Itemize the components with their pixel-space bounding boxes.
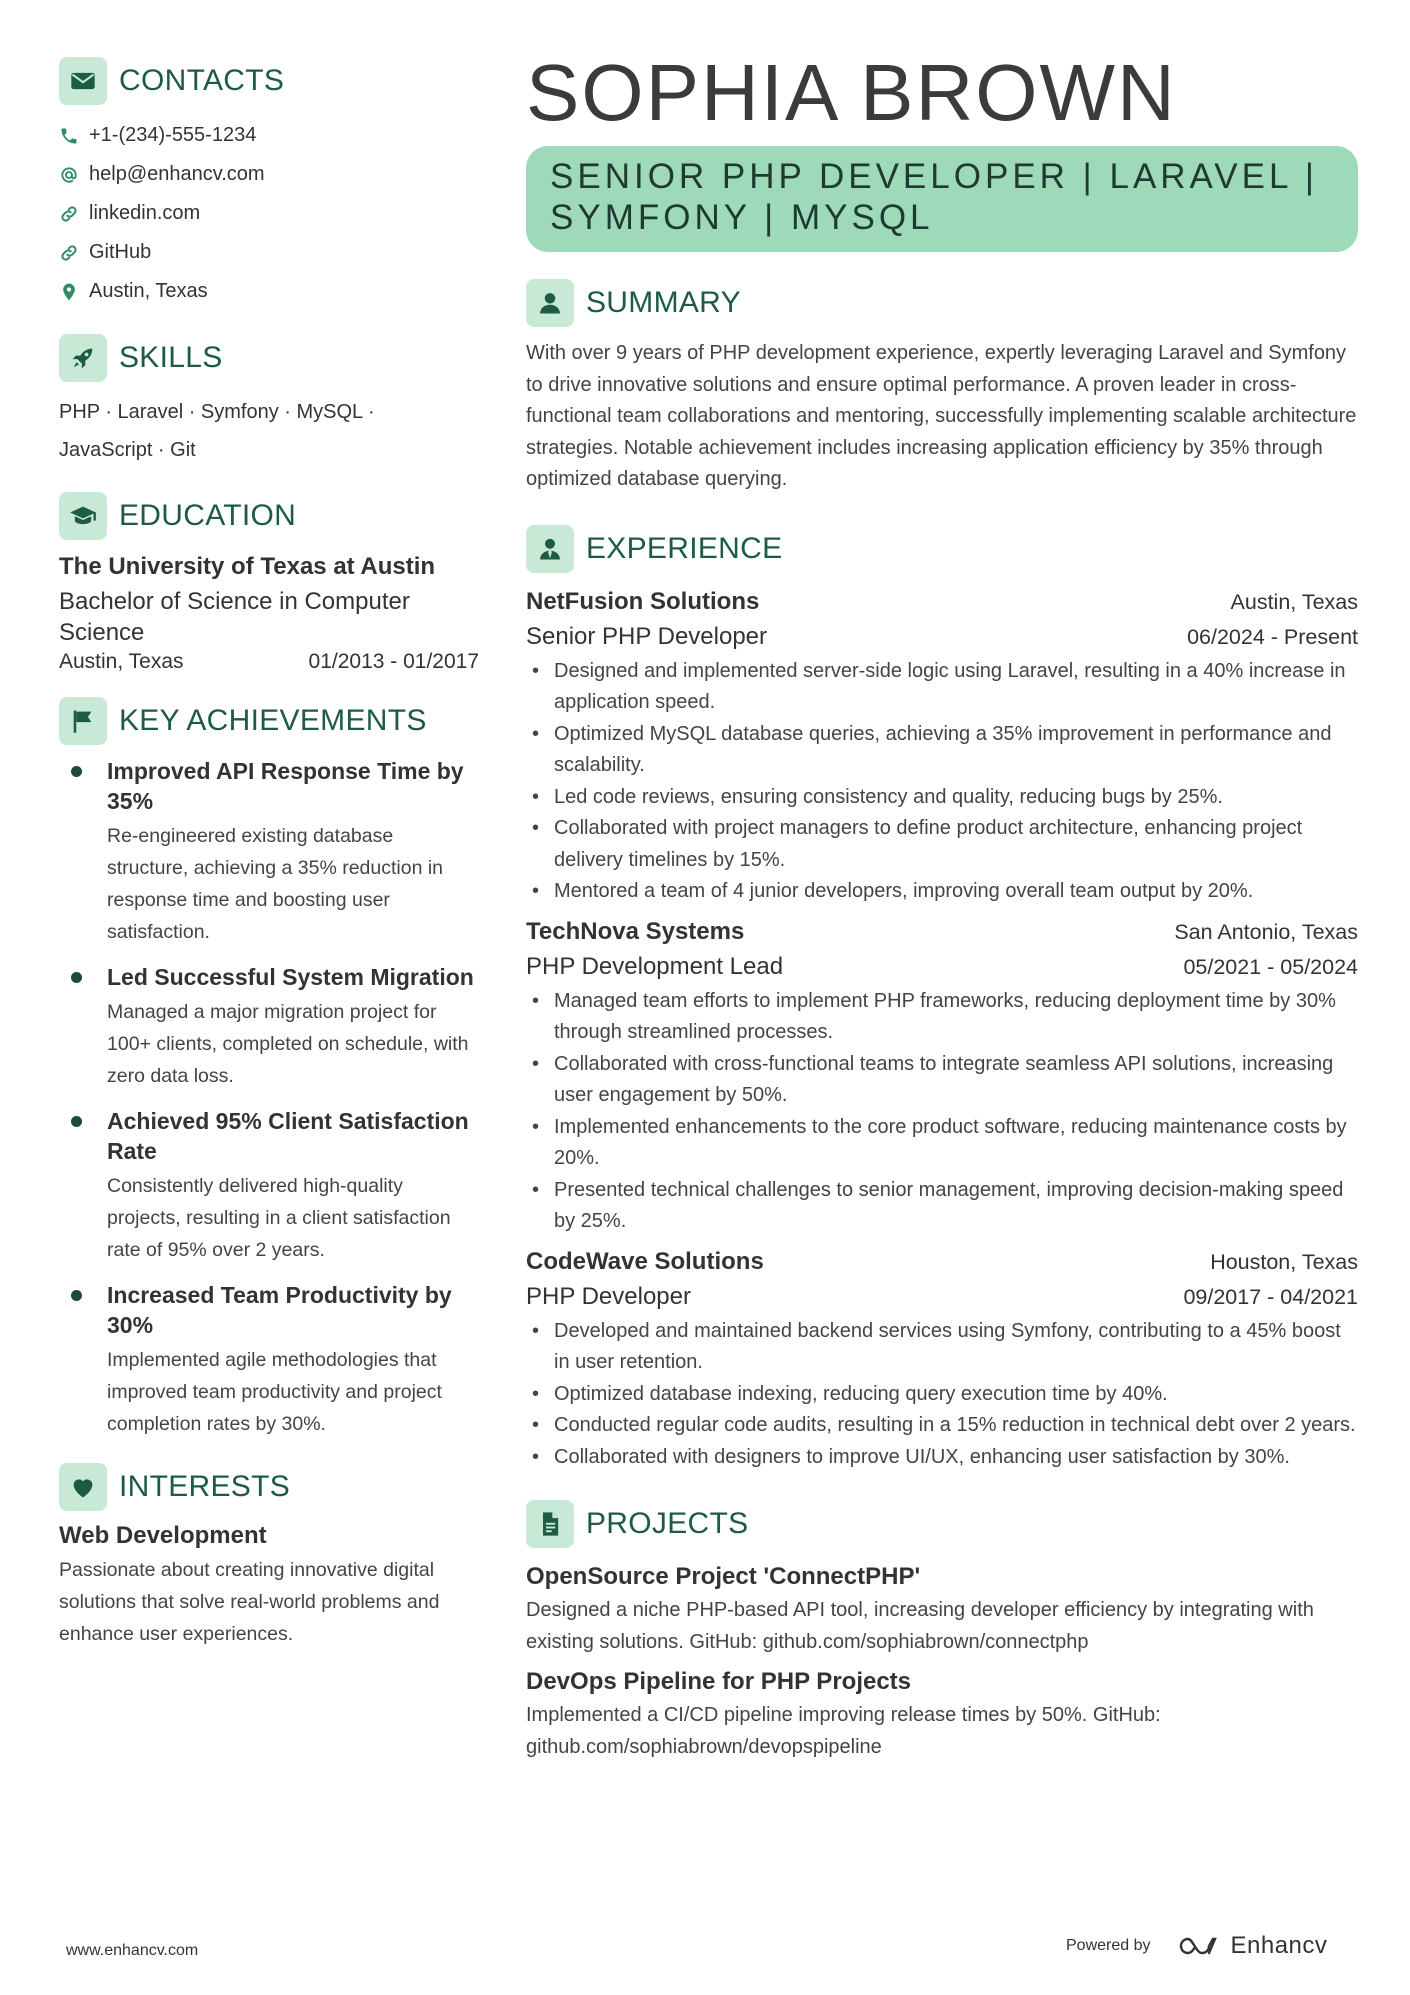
- job-location: Houston, Texas: [1210, 1249, 1358, 1274]
- at-icon: [59, 165, 89, 185]
- job-bullet: • Collaborated with cross-functional teams to integrate seamless API solutions, increasing user engagement by 50%.: [526, 1049, 1358, 1112]
- candidate-name: SOPHIA BROWN: [526, 48, 1177, 137]
- enhancv-logo-icon: [1177, 1934, 1223, 1958]
- summary-section: [526, 278, 1358, 496]
- projects-header: [526, 1499, 1358, 1549]
- skills-list: PHP · Laravel · Symfony · MySQL · JavaScript · Git: [59, 401, 375, 461]
- bullet-dot: [71, 972, 82, 983]
- bullet-dot: [71, 766, 82, 777]
- phone-icon: [59, 126, 89, 146]
- section-title: EXPERIENCE: [586, 531, 783, 565]
- job-entry: [526, 914, 1358, 1238]
- contacts-section: [59, 56, 479, 311]
- bullet-dot: [71, 1290, 82, 1301]
- project-item: [526, 1664, 1358, 1763]
- education-section: [59, 491, 479, 674]
- enhancv-brand: Enhancv: [1230, 1932, 1328, 1959]
- job-dates: 09/2017 - 04/2021: [1183, 1284, 1358, 1309]
- project-item: [526, 1559, 1358, 1658]
- education-header: [59, 491, 479, 541]
- project-desc: Implemented a CI/CD pipeline improving release times by 50%. GitHub: github.com/sophiabrown/devopspipeline: [526, 1704, 1161, 1758]
- job-bullet: • Optimized MySQL database queries, achieving a 35% improvement in performance and scalability.: [526, 719, 1358, 782]
- job-bullets: [526, 1316, 1358, 1474]
- achievement-item: [59, 1106, 479, 1266]
- contact-linkedin[interactable]: [59, 194, 479, 233]
- contact-email[interactable]: [59, 155, 479, 194]
- achievement-desc: Re-engineered existing database structure, achieving a 35% reduction in response time and boosting user satisfaction.: [107, 825, 444, 943]
- job-title: SENIOR PHP DEVELOPER | LARAVEL | SYMFONY | MYSQL: [550, 157, 1318, 237]
- right-column: [526, 48, 1358, 1763]
- job-bullet: • Developed and maintained backend services using Symfony, contributing to a 45% boost in user retention.: [526, 1316, 1358, 1379]
- user-icon: [526, 279, 574, 327]
- job-bullet: • Presented technical challenges to senior management, improving decision-making speed by 25%.: [526, 1175, 1358, 1238]
- location-pin-icon: [59, 282, 89, 302]
- job-location: San Antonio, Texas: [1174, 919, 1358, 944]
- interest-desc: Passionate about creating innovative digital solutions that solve real-world problems and enhance user experiences.: [59, 1559, 440, 1645]
- education-dates: 01/2013 - 01/2017: [308, 650, 479, 673]
- heart-icon: [59, 1463, 107, 1511]
- summary-text: With over 9 years of PHP development experience, expertly leveraging Laravel and Symfony to drive innovative solutions and ensure optimal performance. A proven leader in cross-functional team collaborations and mentoring, successfully implementing scalable architecture strategies. Notable achievement includes increasing application efficiency by 35% through optimized database querying.: [526, 342, 1357, 490]
- interests-section: [59, 1462, 479, 1650]
- achievement-title: Achieved 95% Client Satisfaction Rate: [107, 1108, 469, 1164]
- contact-text: linkedin.com: [89, 202, 201, 224]
- job-bullet: • Optimized database indexing, reducing query execution time by 40%.: [526, 1379, 1358, 1411]
- bullet-dot: [71, 1116, 82, 1127]
- footer-site-link[interactable]: www.enhancv.com: [66, 1942, 199, 1959]
- job-bullet: • Managed team efforts to implement PHP frameworks, reducing deployment time by 30% through streamlined processes.: [526, 986, 1358, 1049]
- contacts-header: [59, 56, 479, 106]
- footer-branding[interactable]: [1066, 1932, 1327, 1960]
- achievement-item: [59, 962, 479, 1092]
- section-title: SKILLS: [119, 341, 223, 374]
- document-icon: [526, 1500, 574, 1548]
- projects-section: [526, 1499, 1358, 1763]
- job-bullet: • Implemented enhancements to the core product software, reducing maintenance costs by 20%.: [526, 1112, 1358, 1175]
- skills-header: [59, 333, 479, 383]
- contact-github[interactable]: [59, 233, 479, 272]
- section-title: EDUCATION: [119, 499, 297, 532]
- experience-section: [526, 524, 1358, 1474]
- job-bullet: • Collaborated with designers to improve UI/UX, enhancing user satisfaction by 30%.: [526, 1442, 1358, 1474]
- job-company: CodeWave Solutions: [526, 1247, 764, 1275]
- job-role: PHP Development Lead: [526, 952, 784, 980]
- project-title: DevOps Pipeline for PHP Projects: [526, 1668, 912, 1695]
- experience-header: [526, 524, 1358, 574]
- project-title: OpenSource Project 'ConnectPHP': [526, 1563, 921, 1590]
- contact-text: Austin, Texas: [89, 280, 208, 302]
- job-company: NetFusion Solutions: [526, 587, 760, 615]
- achievements-section: [59, 696, 479, 1440]
- job-bullet: • Designed and implemented server-side logic using Laravel, resulting in a 40% increase in application speed.: [526, 656, 1358, 719]
- skills-section: [59, 333, 479, 469]
- interest-title: Web Development: [59, 1522, 267, 1549]
- job-entry: [526, 1244, 1358, 1474]
- section-title: CONTACTS: [119, 64, 285, 97]
- job-bullets: [526, 986, 1358, 1238]
- title-banner: [526, 146, 1358, 252]
- section-title: KEY ACHIEVEMENTS: [119, 704, 427, 737]
- job-bullet: • Collaborated with project managers to define product architecture, enhancing project delivery timelines by 15%.: [526, 813, 1358, 876]
- contact-location: [59, 272, 479, 311]
- user-tie-icon: [526, 525, 574, 573]
- achievement-title: Led Successful System Migration: [107, 964, 474, 990]
- contact-text: help@enhancv.com: [89, 163, 265, 185]
- job-entry: [526, 584, 1358, 908]
- job-dates: 05/2021 - 05/2024: [1183, 954, 1358, 979]
- education-location: Austin, Texas: [59, 650, 184, 673]
- job-bullet: • Mentored a team of 4 junior developers, improving overall team output by 20%.: [526, 876, 1358, 908]
- project-desc: Designed a niche PHP-based API tool, increasing developer efficiency by integrating with existing solutions. GitHub: github.com/sophiabrown/connectphp: [526, 1599, 1314, 1653]
- job-role: Senior PHP Developer: [526, 622, 768, 650]
- achievement-title: Increased Team Productivity by 30%: [107, 1282, 452, 1338]
- interests-header: [59, 1462, 479, 1512]
- flag-icon: [59, 697, 107, 745]
- achievement-desc: Managed a major migration project for 100+ clients, completed on schedule, with zero data loss.: [107, 1001, 469, 1087]
- achievement-title: Improved API Response Time by 35%: [107, 758, 464, 814]
- achievement-item: [59, 756, 479, 948]
- achievement-item: [59, 1280, 479, 1440]
- job-bullet: • Conducted regular code audits, resulting in a 15% reduction in technical debt over 2 years.: [526, 1410, 1358, 1442]
- job-dates: 06/2024 - Present: [1187, 624, 1358, 649]
- link-icon: [59, 204, 89, 224]
- contact-phone[interactable]: [59, 116, 479, 155]
- envelope-icon: [59, 57, 107, 105]
- contact-text: +1-(234)-555-1234: [89, 124, 257, 146]
- section-title: SUMMARY: [586, 286, 741, 319]
- job-company: TechNova Systems: [526, 917, 745, 945]
- education-school: The University of Texas at Austin: [59, 553, 436, 580]
- left-column: [59, 56, 479, 1650]
- achievement-desc: Implemented agile methodologies that improved team productivity and project completion rates by 30%.: [107, 1349, 442, 1435]
- achievements-header: [59, 696, 479, 746]
- contact-text: GitHub: [89, 241, 152, 263]
- section-title: INTERESTS: [119, 1470, 291, 1503]
- graduation-cap-icon: [59, 492, 107, 540]
- summary-header: [526, 278, 1358, 328]
- job-bullets: [526, 656, 1358, 908]
- education-meta: [59, 650, 479, 674]
- achievement-desc: Consistently delivered high-quality projects, resulting in a client satisfaction rate of 95% over 2 years.: [107, 1175, 451, 1261]
- job-location: Austin, Texas: [1230, 589, 1358, 614]
- education-degree: Bachelor of Science in Computer Science: [59, 588, 410, 646]
- powered-by-label: Powered by: [1066, 1937, 1151, 1954]
- section-title: PROJECTS: [586, 1507, 749, 1540]
- job-role: PHP Developer: [526, 1282, 691, 1310]
- rocket-icon: [59, 334, 107, 382]
- link-icon: [59, 243, 89, 263]
- job-bullet: • Led code reviews, ensuring consistency and quality, reducing bugs by 25%.: [526, 782, 1358, 814]
